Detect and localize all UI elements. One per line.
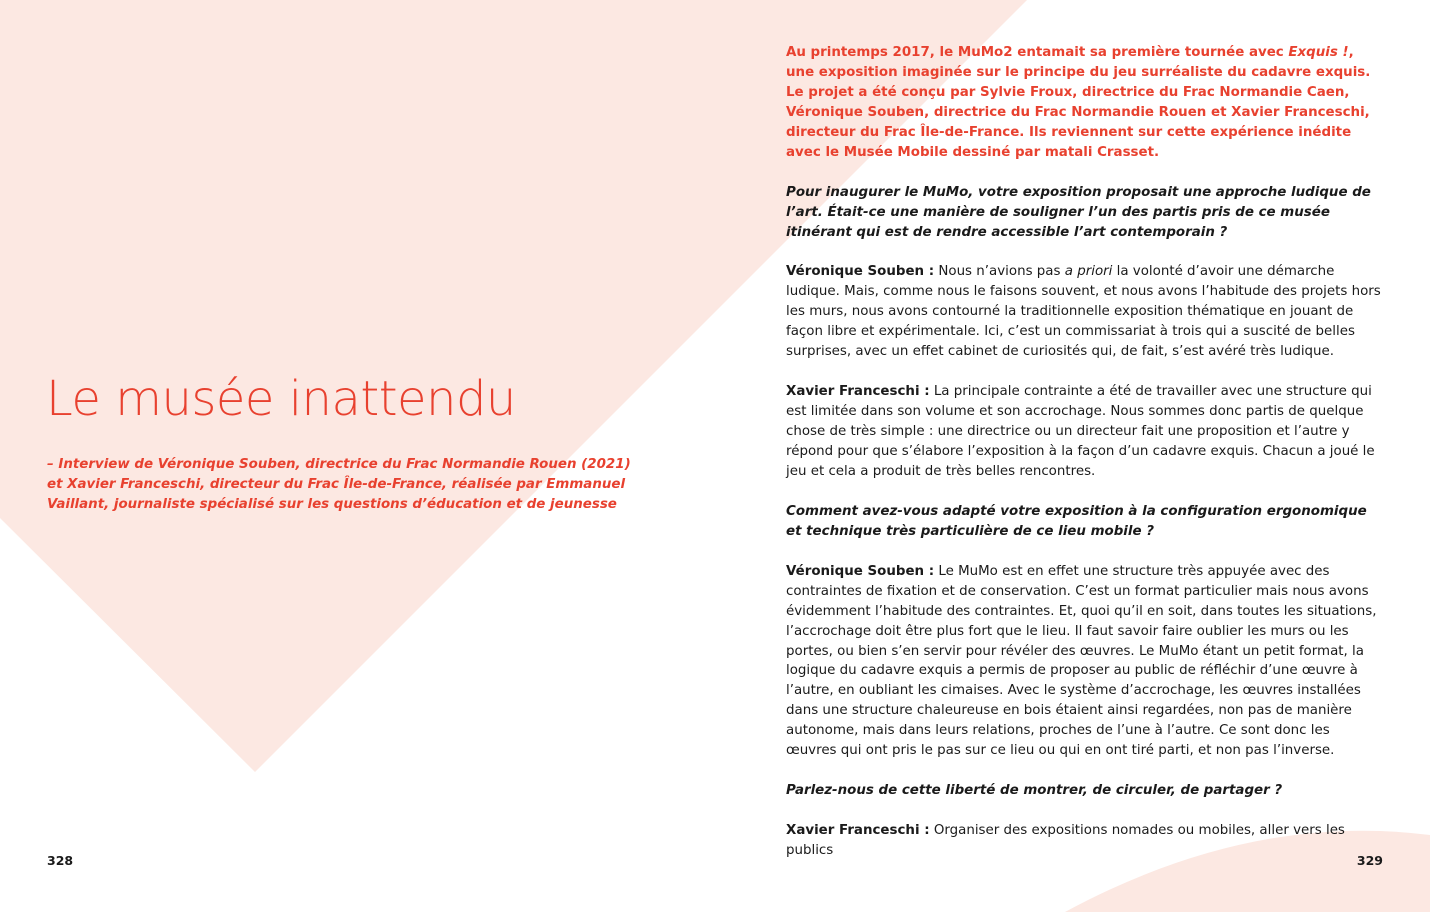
answer-2 [786,382,1383,482]
answer-2-speaker: Xavier Franceschi : [786,384,930,400]
answer-3 [786,562,1383,762]
answer-3-text: Le MuMo est en effet une structure très appuyée avec des contraintes de fixation et de conservation. C’est un format particulier mais nous avons évidemment l’habitude des contraintes. Et, quoi qu’il en soit, dans toutes les situations, l’accrochage doit être plus fort que le lieu. Il faut savoir faire oublier les murs ou les portes, ou bien s’en servir pour révéler des œuvres. Le MuMo étant un petit format, la logique du cadavre exquis a permis de proposer au public de réfléchir d’une œuvre à l’autre, en oubliant les cimaises. Avec le système d’accrochage, les œuvres installées dans une structure chaleureuse en bois étaient ainsi regardées, non pas de manière autonome, mais dans leurs relations, proches de l’une à l’autre. Ce sont donc les œuvres qui ont pris le pas sur ce lieu ou qui en ont tiré parti, et non pas l’inverse. [786,563,1377,759]
page-number-right: 329 [1356,853,1383,868]
intro-text-part2: , une exposition imaginée sur le principe du jeu surréaliste du cadavre exquis. Le projet a été conçu par Sylvie Froux, directrice du Frac Normandie Caen, Véronique Souben, directrice du Frac Normandie Rouen et Xavier Franceschi, directeur du Frac Île-de-France. Ils reviennent sur cette expérience inédite avec le Musée Mobile dessiné par matali Crasset. [786,45,1371,160]
answer-1-text-part1: Nous n’avions pas [934,264,1065,280]
question-3: Parlez-nous de cette liberté de montrer, de circuler, de partager ? [786,783,1283,799]
answer-2-text: La principale contrainte a été de travailler avec une structure qui est limitée dans son volume et son accrochage. Nous sommes donc partis de quelque chose de très simple : une directrice ou un directeur fait une proposition et l’autre y répond pour que s’élabore l’exposition à la façon d’un cadavre exquis. Chacun a joué le jeu et cela a produit de très belles rencontres. [786,384,1375,479]
page-number-left: 328 [47,853,74,868]
answer-1 [786,262,1383,362]
question-1: Pour inaugurer le MuMo, votre exposition proposait une approche ludique de l’art. Était-ce une manière de souligner l’un des partis pris de ce musée itinérant qui est de rendre accessible l’art contemporain ? [786,184,1371,240]
intro-text-part1: Au printemps 2017, le MuMo2 entamait sa première tournée avec [786,45,1289,60]
answer-4 [786,821,1383,861]
intro-paragraph [786,43,1383,163]
answer-4-speaker: Xavier Franceschi : [786,823,930,839]
answer-1-italic: a priori [1064,264,1113,280]
answer-3-speaker: Véronique Souben : [786,563,935,579]
answer-4-text: Organiser des expositions nomades ou mobiles, aller vers les publics [786,823,1345,859]
intro-exhibition-title: Exquis ! [1288,45,1349,60]
interview-body [786,43,1383,881]
answer-1-text-part2: la volonté d’avoir une démarche ludique. Mais, comme nous le faisons souvent, et nous avons l’habitude des projets hors les murs, nous avons contourné la traditionnelle exposition thématique en jouant de façon libre et expérimentale. Ici, c’est un commissariat à trois qui a suscité de belles surprises, avec un effet cabinet de curiosités qui, de fait, s’est avéré très ludique. [786,264,1381,360]
interview-subtitle: – Interview de Véronique Souben, directrice du Frac Normandie Rouen (2021) et Xavier Franceschi, directeur du Frac Île-de-France, réalisée par Emmanuel Vaillant, journaliste spécialisé sur les questions d’éducation et de jeunesse [47,457,631,512]
page-title: Le musée inattendu [46,371,516,427]
question-2: Comment avez-vous adapté votre exposition à la configuration ergonomique et technique très particulière de ce lieu mobile ? [786,503,1367,539]
answer-1-speaker: Véronique Souben : [786,264,935,280]
